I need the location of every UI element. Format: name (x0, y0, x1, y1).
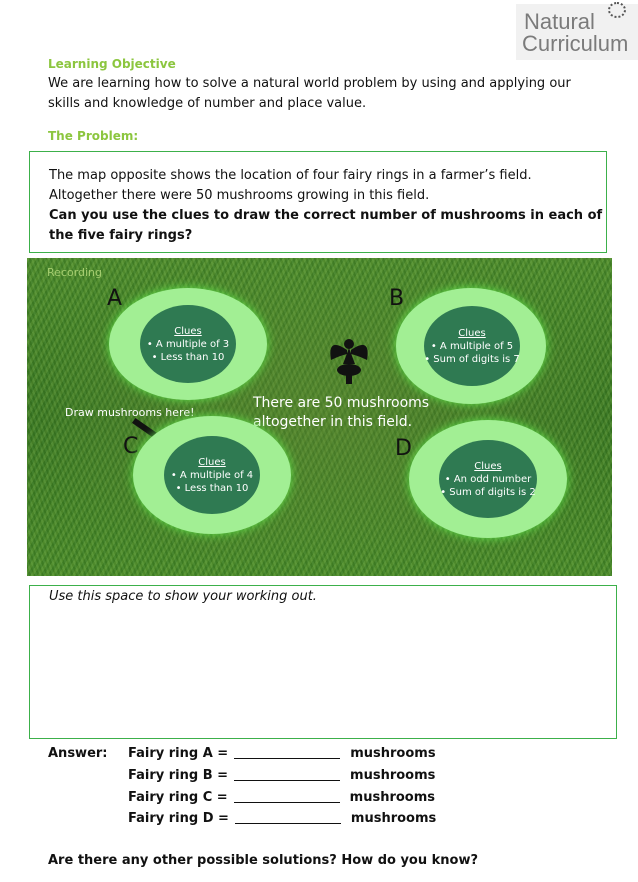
final-question: Are there any other possible solutions? How do you know? (48, 853, 479, 868)
answer-c-blank[interactable] (234, 802, 340, 803)
problem-question: Can you use the clues to draw the correct number of mushrooms in each of the five fairy rings? (49, 208, 603, 243)
ring-b-clue-1: • A multiple of 5 (430, 340, 514, 352)
answer-row-b-label: Fairy ring B = (128, 768, 229, 783)
ring-b-clue-2: • Sum of digits is 7 (424, 353, 520, 365)
logo-line-2: Curriculum (522, 31, 629, 56)
ring-d-letter: D (395, 436, 412, 461)
answer-row-b (128, 768, 435, 783)
answer-b-blank[interactable] (234, 780, 340, 781)
working-out-label: Use this space to show your working out. (49, 589, 317, 604)
working-out-area[interactable] (29, 585, 617, 739)
ring-d-clue-2: • Sum of digits is 2 (440, 486, 536, 498)
answer-row-a-unit: mushrooms (350, 746, 436, 761)
learning-objective-heading: Learning Objective (48, 57, 176, 71)
learning-objective-text: We are learning how to solve a natural world problem by using and applying our skills and knowledge of number and place value. (48, 76, 571, 111)
ring-c-clues-title: Clues (198, 456, 226, 468)
ring-d-clues-title: Clues (474, 460, 502, 472)
natural-curriculum-logo (516, 4, 638, 60)
ring-a-clue-2: • Less than 10 (151, 351, 225, 363)
problem-line-2: Altogether there were 50 mushrooms growing in this field. (49, 188, 430, 203)
fairy-ring-b[interactable] (396, 288, 546, 404)
answer-label: Answer: (48, 746, 108, 761)
ring-a-clue-1: • A multiple of 3 (146, 338, 230, 350)
fairy-ring-a[interactable] (109, 288, 267, 400)
answer-row-c-label: Fairy ring C = (128, 790, 228, 805)
answer-row-a-label: Fairy ring A = (128, 746, 229, 761)
fairy-ring-map (27, 258, 612, 576)
problem-line-1: The map opposite shows the location of four fairy rings in a farmer’s field. (49, 168, 532, 183)
ring-a-letter: A (107, 286, 123, 311)
map-center-line-2: altogether in this field. (253, 414, 413, 430)
ring-d-clue-1: • An odd number (444, 473, 532, 485)
logo-line-1: Natural (524, 9, 595, 34)
ring-b-clues (424, 306, 520, 386)
answer-row-b-unit: mushrooms (350, 768, 436, 783)
answer-d-blank[interactable] (235, 823, 341, 824)
answer-row-d (128, 811, 436, 826)
ring-d-clues (439, 440, 537, 518)
answer-row-c (128, 790, 435, 805)
ring-a-clues (140, 305, 236, 383)
fairy-ring-d[interactable] (409, 420, 567, 538)
ring-c-clue-1: • A multiple of 4 (170, 469, 254, 481)
map-center-line-1: There are 50 mushrooms (253, 395, 430, 411)
answer-row-d-label: Fairy ring D = (128, 811, 229, 826)
ring-c-clue-2: • Less than 10 (175, 482, 249, 494)
answer-row-a (128, 746, 436, 761)
answer-row-c-unit: mushrooms (349, 790, 436, 805)
answer-a-blank[interactable] (234, 758, 340, 759)
problem-heading: The Problem: (48, 129, 139, 143)
tree-icon (608, 2, 626, 18)
fairy-silhouette-icon (323, 330, 375, 390)
answer-row-d-unit: mushrooms (350, 811, 437, 826)
ring-b-letter: B (389, 286, 405, 311)
recording-label: Recording (47, 266, 103, 279)
fairy-ring-c[interactable] (133, 416, 291, 534)
ring-c-letter: C (123, 434, 139, 459)
ring-c-clues (164, 436, 260, 514)
ring-b-clues-title: Clues (458, 327, 486, 339)
problem-box (29, 151, 607, 253)
draw-mushrooms-label: Draw mushrooms here! (65, 406, 195, 419)
ring-a-clues-title: Clues (174, 325, 202, 337)
